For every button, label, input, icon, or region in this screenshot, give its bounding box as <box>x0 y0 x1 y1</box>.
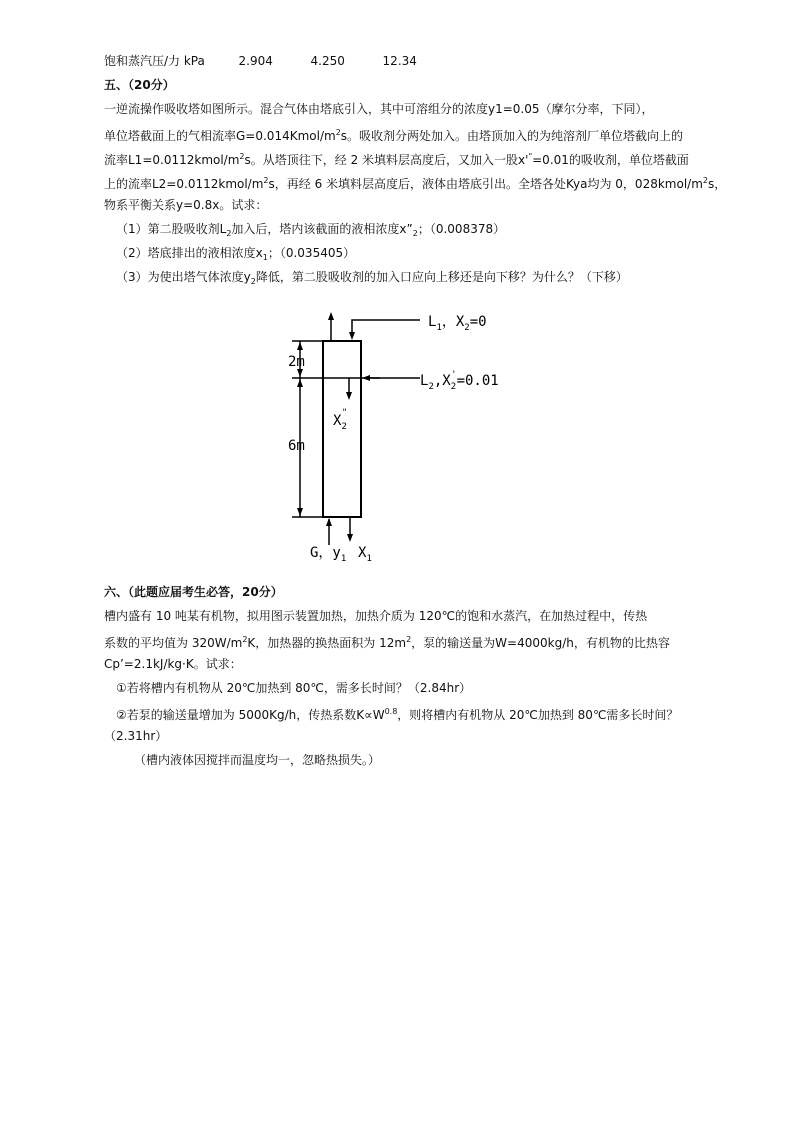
q5-paragraph-line-4 <box>104 173 726 192</box>
text-segment: ，泵的输送量为W=4000kg/h，有机物的比热容 <box>411 636 670 650</box>
q5-paragraph-line-3 <box>104 149 689 168</box>
label-part: =0.01 <box>456 373 499 389</box>
dimension-arrow-mid-down <box>297 379 303 387</box>
q5-item-1 <box>116 221 505 242</box>
superscript: 2 <box>335 128 341 137</box>
text-segment: ；（0.008378） <box>417 222 506 236</box>
text-segment: 加入后，塔内该截面的液相浓度x” <box>231 222 413 236</box>
subscript: 2 <box>412 229 418 238</box>
subscript: 1 <box>262 253 268 262</box>
label-part: 2 <box>341 422 347 432</box>
superscript: 2 <box>406 635 412 644</box>
text-segment: （3）为使出塔气体浓度y <box>116 270 251 284</box>
vapor-label: 饱和蒸汽压/力 kPa <box>104 54 205 68</box>
label-gas-inlet <box>310 545 346 564</box>
text-segment: s。吸收剂分两处加入。由塔顶加入的为纯溶剂厂单位塔截向上的 <box>340 129 684 143</box>
label-part: L <box>420 373 429 389</box>
superscript: " <box>528 152 533 161</box>
superscript: 2 <box>239 152 245 161</box>
q6-paragraph-line-1: 槽内盛有 10 吨某有机物，拟用图示装置加热，加热介质为 120℃的饱和水蒸汽，在加热过程中，传热 <box>104 609 648 623</box>
feed-l1-line <box>352 320 420 337</box>
q6-item-1: ①若将槽内有机物从 20℃加热到 80℃，需多长时间？（2.84hr） <box>116 681 472 695</box>
vapor-pressure-row <box>104 53 417 69</box>
label-part: X <box>358 545 367 561</box>
dimension-arrow-bottom <box>297 508 303 516</box>
label-part: 2 <box>450 382 457 392</box>
q6-item-2-answer: （2.31hr） <box>104 729 168 743</box>
superscript: 2 <box>263 176 269 185</box>
q6-note: （槽内液体因搅拌而温度均一，忽略热损失。） <box>134 753 381 767</box>
q6-paragraph-line-2 <box>104 632 670 651</box>
absorption-tower-diagram <box>270 300 540 580</box>
q5-paragraph-line-1: 一逆流操作吸收塔如图所示。混合气体由塔底引入，其中可溶组分的浓度y1=0.05（摩尔分率，下同）， <box>104 102 654 116</box>
label-part: 1 <box>366 554 372 564</box>
text-segment: ；（0.035405） <box>267 246 356 260</box>
label-part: G，y <box>310 545 341 561</box>
superscript: 2 <box>702 176 708 185</box>
text-segment: 流率L1=0.0112kmol/m <box>104 153 240 167</box>
label-part: " <box>341 408 348 418</box>
vapor-value-3: 12.34 <box>382 54 417 68</box>
feed-l1-arrow <box>349 332 355 340</box>
liquid-outlet-arrow <box>347 534 353 542</box>
label-l2 <box>420 370 499 392</box>
label-height-6m: 6m <box>288 438 305 454</box>
dimension-arrow-mid-up <box>297 369 303 377</box>
label-part: 1 <box>436 323 442 333</box>
q5-item-3 <box>116 269 628 290</box>
label-part: 2 <box>428 382 434 392</box>
label-part: 1 <box>340 554 347 564</box>
superscript: 0.8 <box>384 707 398 716</box>
gas-inlet-arrow <box>326 518 332 526</box>
superscript: 2 <box>242 635 248 644</box>
dimension-arrow-top <box>297 342 303 350</box>
vapor-value-2: 4.250 <box>310 54 345 68</box>
text-segment: 降低，第二股吸收剂的加入口应向上移还是向下移？为什么？（下移） <box>255 270 628 284</box>
text-segment: =0.01的吸收剂，单位塔截面 <box>532 153 689 167</box>
text-segment: s， <box>707 177 727 191</box>
label-part: 2 <box>464 323 470 333</box>
subscript: 2 <box>226 229 232 238</box>
text-segment: （1）第二股吸收剂L <box>116 222 227 236</box>
q5-paragraph-line-2 <box>104 125 683 144</box>
inner-flow-arrow <box>346 392 352 400</box>
subscript: 2 <box>250 277 256 286</box>
label-liquid-outlet <box>358 545 372 564</box>
text-segment: 上的流率L2=0.0112kmol/m <box>104 177 264 191</box>
text-segment: 系数的平均值为 320W/m <box>104 636 243 650</box>
q5-paragraph-line-5: 物系平衡关系y=0.8x。试求： <box>104 198 268 212</box>
label-inner-x2 <box>333 408 347 432</box>
label-part: =0 <box>469 314 487 330</box>
text-segment: （2）塔底排出的液相浓度x <box>116 246 263 260</box>
text-segment: ，则将槽内有机物从 20℃加热到 80℃需多长时间？ <box>397 708 679 722</box>
text-segment: K，加热器的换热面积为 12m <box>247 636 407 650</box>
text-segment: s，再经 6 米填料层高度后，液体由塔底引出。全塔各处Kya均为 0，028kmol/m <box>268 177 703 191</box>
q6-heading: 六、（此题应届考生必答，20分） <box>104 585 283 599</box>
vapor-value-1: 2.904 <box>238 54 273 68</box>
label-part: ,X <box>433 373 451 389</box>
label-part: X <box>333 413 342 429</box>
q6-item-2 <box>116 704 678 723</box>
label-part: ' <box>451 370 457 380</box>
label-height-2m: 2m <box>288 354 305 370</box>
text-segment: s。从塔顶往下，经 2 米填料层高度后，又加入一股x' <box>244 153 529 167</box>
q6-paragraph-line-3: Cp’=2.1kJ/kg·K。试求： <box>104 657 242 671</box>
q5-heading: 五、（20分） <box>104 78 175 92</box>
label-part: ，X <box>441 314 465 330</box>
text-segment: ②若泵的输送量增加为 5000Kg/h，传热系数K∝W <box>116 708 385 722</box>
label-l1 <box>428 314 487 333</box>
label-part: L <box>428 314 437 330</box>
gas-outlet-arrow <box>328 312 334 320</box>
q5-item-2 <box>116 245 355 266</box>
text-segment: 单位塔截面上的气相流率G=0.014Kmol/m <box>104 129 336 143</box>
feed-l2-arrow <box>362 375 370 381</box>
